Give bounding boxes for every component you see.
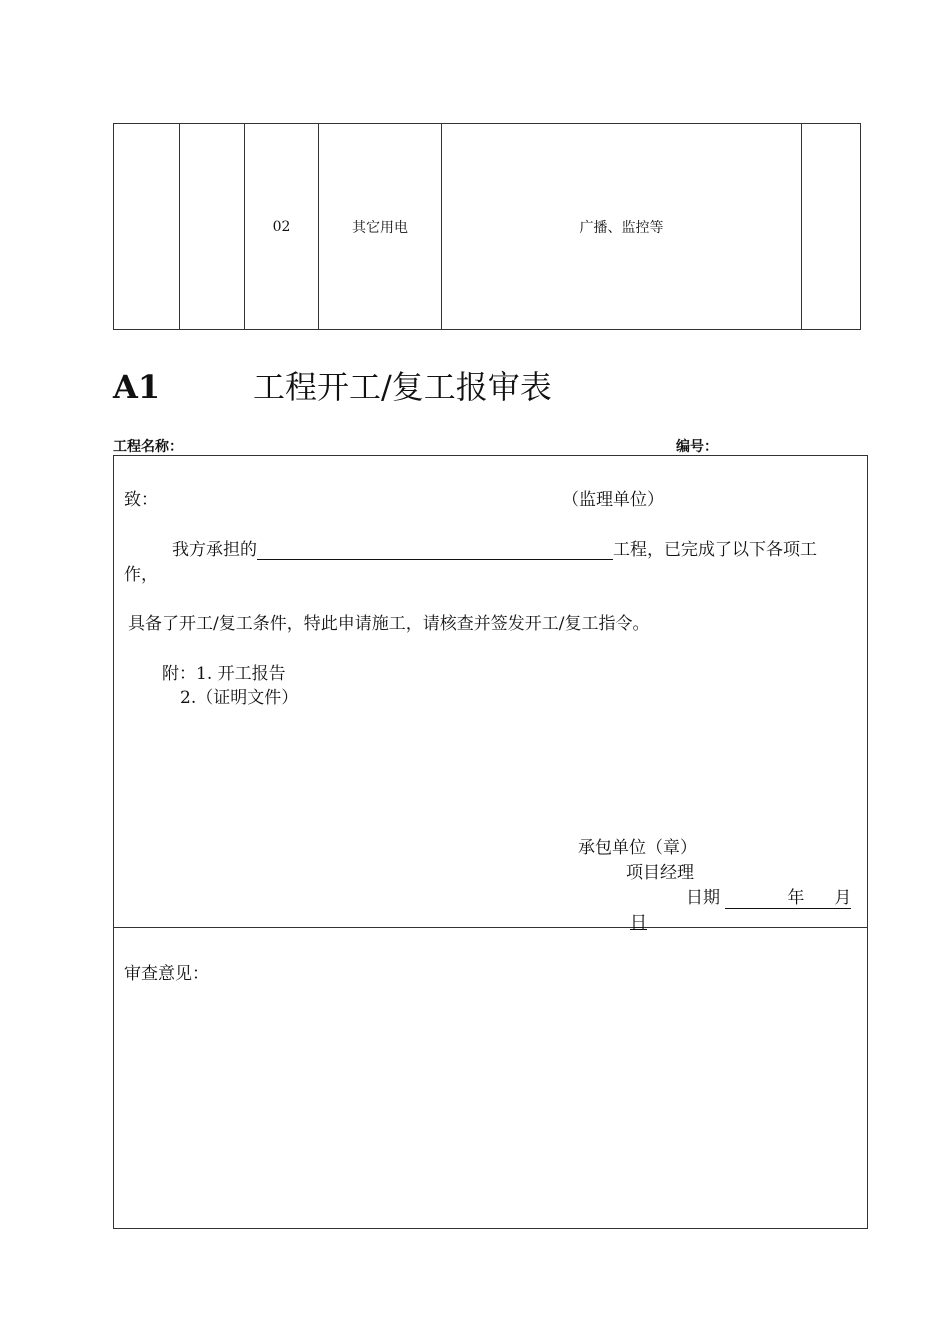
table-cell-item: 其它用电	[319, 124, 442, 330]
table-cell-remark	[802, 124, 861, 330]
review-label: 审查意见：	[124, 964, 209, 984]
continuation-table	[113, 123, 861, 330]
date-row	[686, 883, 851, 909]
date-label: 日期	[686, 888, 720, 908]
body-line1	[172, 535, 817, 560]
review-section	[113, 928, 868, 1229]
table-row	[114, 124, 861, 330]
body-part1: 我方承担的	[172, 540, 257, 560]
table-cell-col2	[180, 124, 245, 330]
year-label: 年	[787, 888, 805, 908]
to-label: 致：	[124, 490, 158, 510]
number-label: 编号：	[676, 439, 718, 455]
attachment-line2: 2.（证明文件）	[180, 688, 299, 708]
body-part2: 工程，已完成了以下各项工	[613, 540, 817, 560]
contractor-label: 承包单位（章）	[578, 838, 697, 858]
date-field[interactable]	[725, 883, 851, 909]
form-name: 工程开工/复工报审表	[253, 368, 552, 406]
table-cell-col1	[114, 124, 180, 330]
attachment-line1: 附：1. 开工报告	[162, 664, 286, 684]
table-cell-content: 广播、监控等	[442, 124, 802, 330]
month-label: 月	[834, 888, 852, 908]
application-section	[113, 455, 868, 933]
project-name-label: 工程名称：	[113, 439, 183, 455]
project-blank-field[interactable]	[257, 541, 613, 560]
table-cell-code: 02	[245, 124, 319, 330]
supervisor-unit-label: （监理单位）	[562, 490, 664, 510]
day-label: 日	[630, 913, 647, 933]
body-part3: 作，	[124, 565, 158, 585]
pm-label: 项目经理	[626, 863, 694, 883]
body-line2: 具备了开工/复工条件，特此申请施工，请核查并签发开工/复工指令。	[128, 614, 650, 634]
form-title	[113, 362, 552, 408]
form-code: A1	[113, 368, 161, 406]
